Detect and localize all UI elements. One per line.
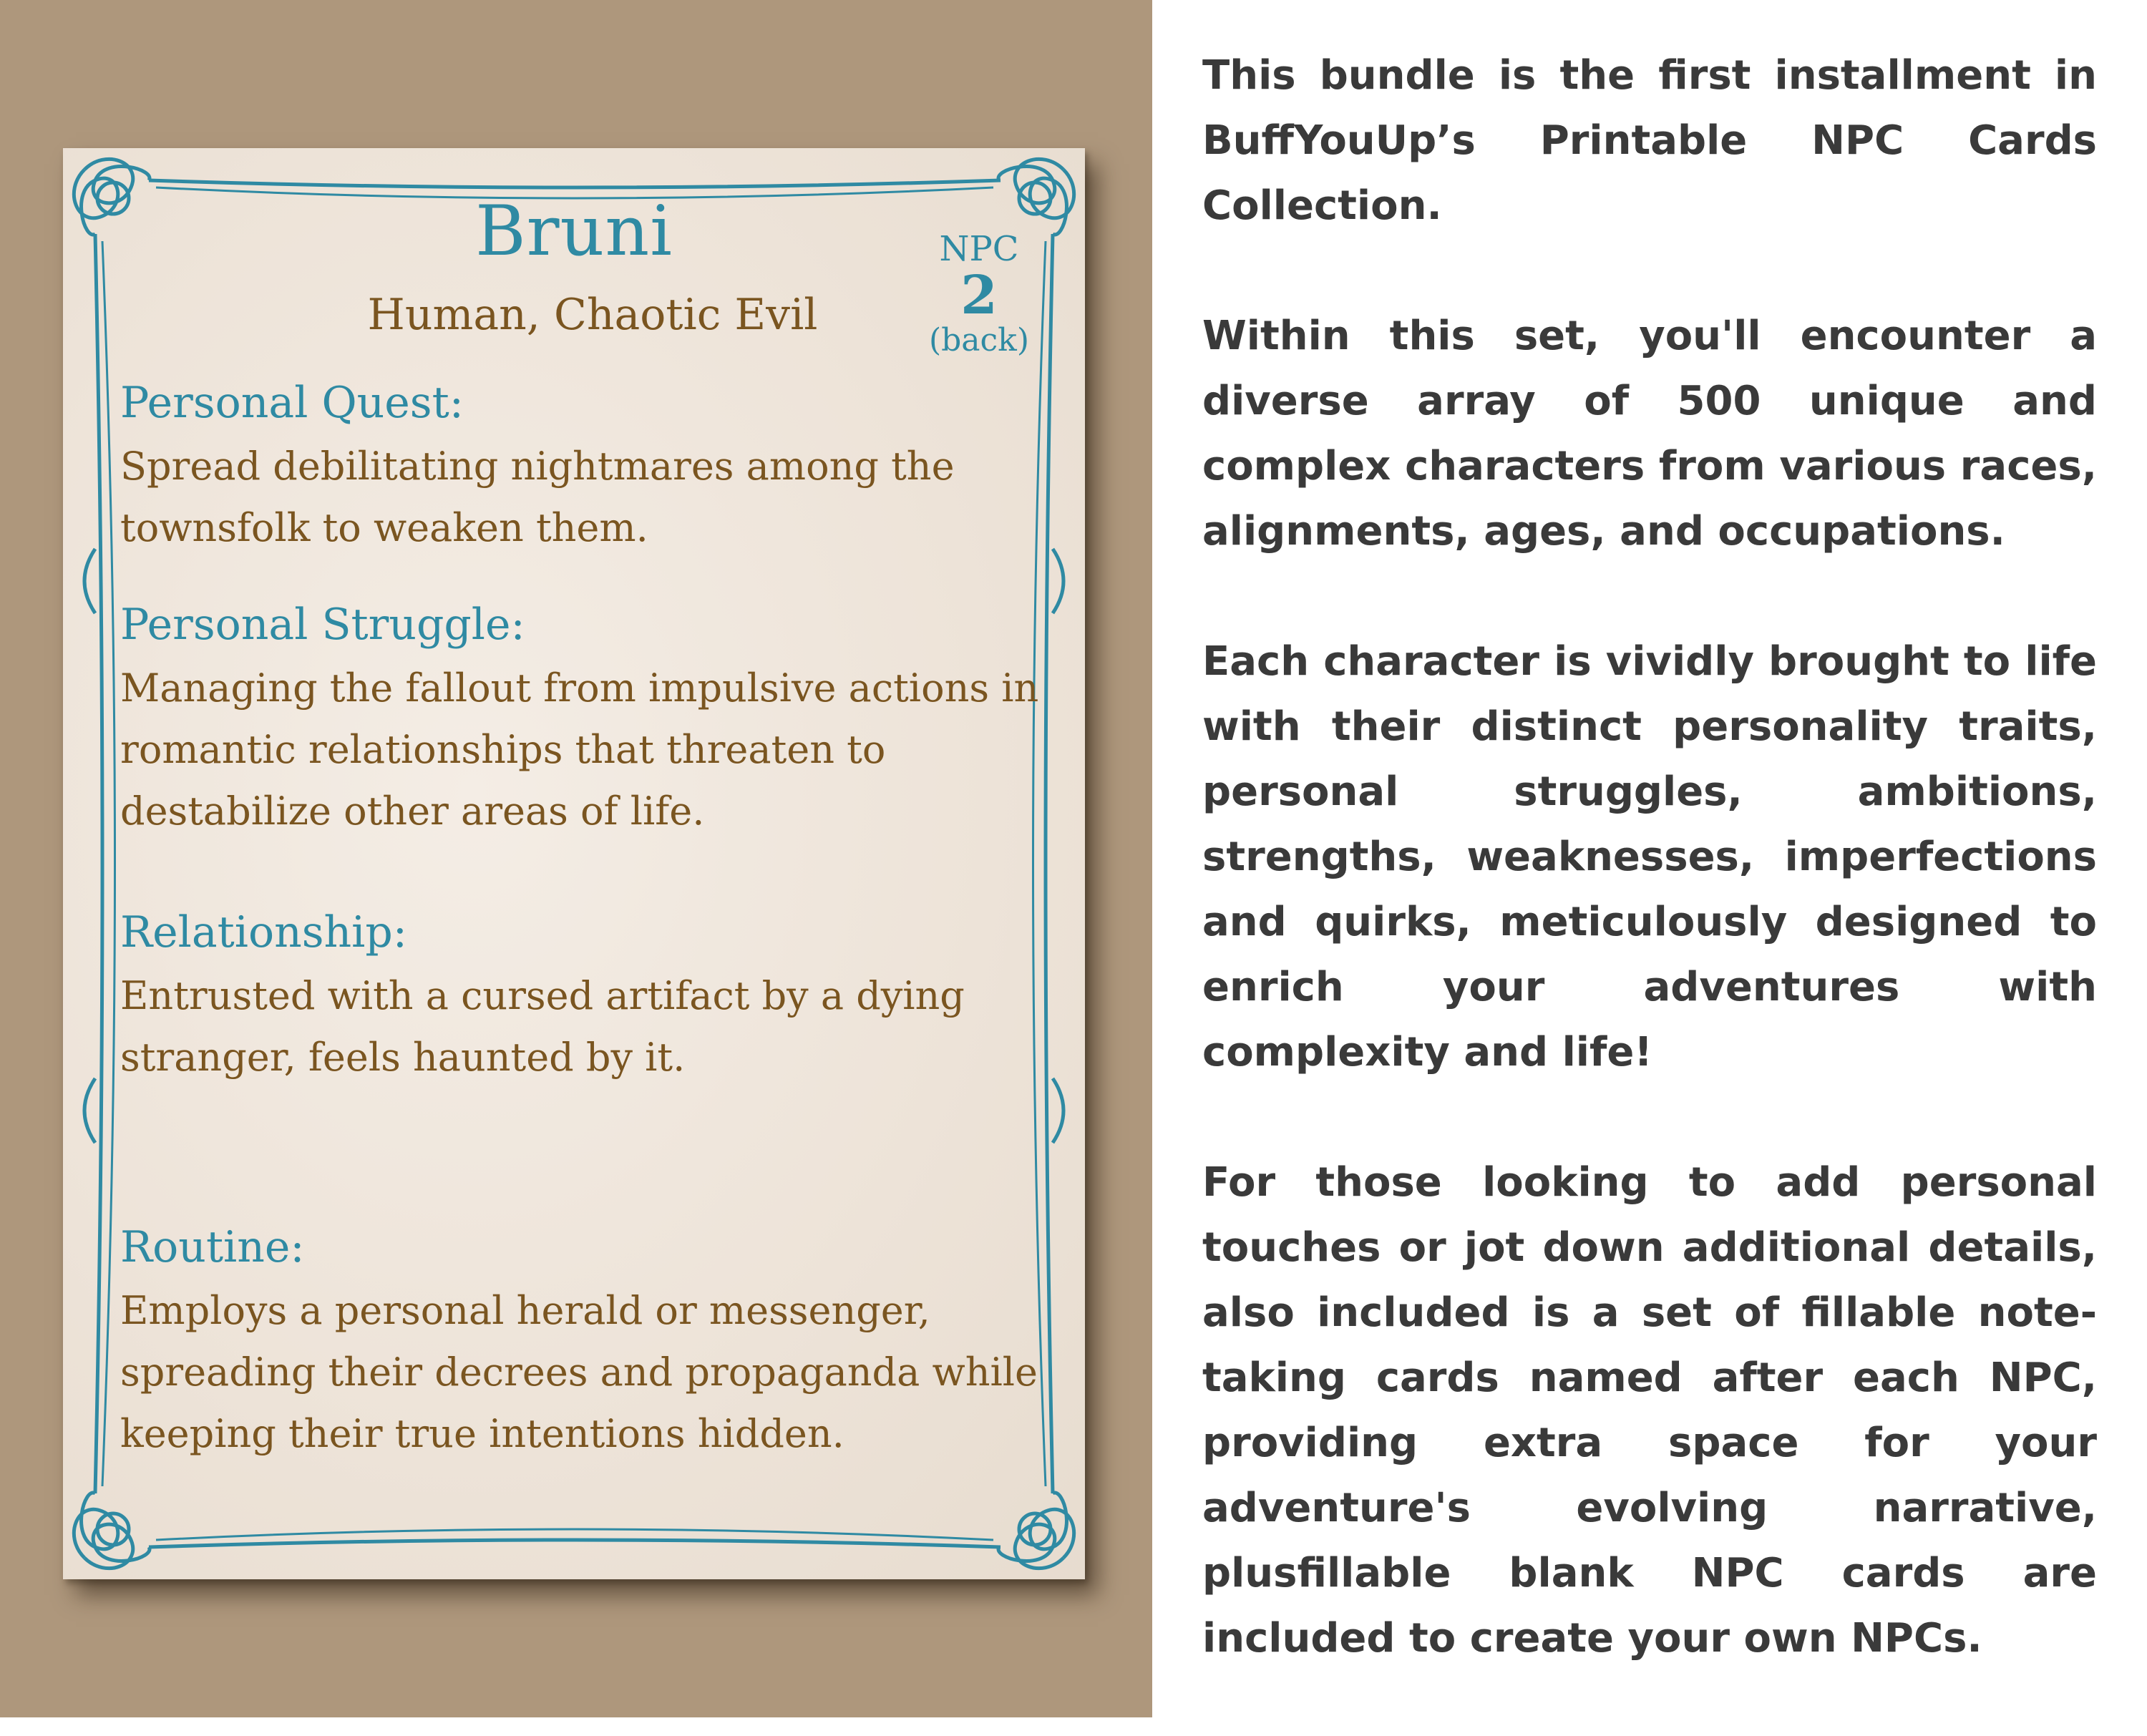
npc-card	[63, 148, 1085, 1579]
section-text: Managing the fallout from impulsive actions in romantic relationships that threaten to destabilize other areas of life.	[120, 665, 1039, 834]
section-personal-struggle	[120, 599, 1065, 842]
section-heading: Routine:	[120, 1222, 305, 1272]
npc-number-badge	[886, 230, 1072, 358]
description-paragraph: For those looking to add personal touches or jot down additional details, also included is a set of fillable note-taking cards named after each NPC, providing extra space for your adventure's evolving narrative, plusfillable blank NPC cards are included to create your own NPCs.	[1202, 1159, 2097, 1662]
npc-race-alignment: Human, Chaotic Evil	[367, 290, 818, 340]
description-paragraph: This bundle is the first installment in BuffYouUp’s Printable NPC Cards Collection.	[1202, 52, 2097, 229]
section-relationship	[120, 907, 1065, 1088]
section-heading: Personal Struggle:	[120, 600, 525, 650]
product-description	[1202, 43, 2097, 1736]
section-text: Spread debilitating nightmares among the townsfolk to weaken them.	[120, 444, 955, 550]
npc-name: Bruni	[475, 191, 673, 271]
npc-badge-side: (back)	[928, 322, 1030, 359]
section-text: Employs a personal herald or messenger, spreading their decrees and propaganda while keeping their true intentions hidden.	[120, 1288, 1038, 1456]
section-heading: Relationship:	[120, 907, 407, 957]
section-routine	[120, 1221, 1065, 1465]
npc-badge-number: 2	[960, 265, 998, 326]
description-paragraph: Each character is vividly brought to life with their distinct personality traits, personal struggles, ambitions, strengths, weaknesses, imperfections and quirks, meticulously designed to enrich your adventures with complexity and life!	[1202, 638, 2097, 1076]
description-paragraph: Within this set, you'll encounter a diverse array of 500 unique and complex characters from various races, alignments, ages, and occupations.	[1202, 313, 2097, 555]
section-heading: Personal Quest:	[120, 378, 464, 428]
section-personal-quest	[120, 377, 1065, 559]
section-text: Entrusted with a cursed artifact by a dying stranger, feels haunted by it.	[120, 973, 965, 1080]
npc-badge-label: NPC	[939, 229, 1019, 269]
